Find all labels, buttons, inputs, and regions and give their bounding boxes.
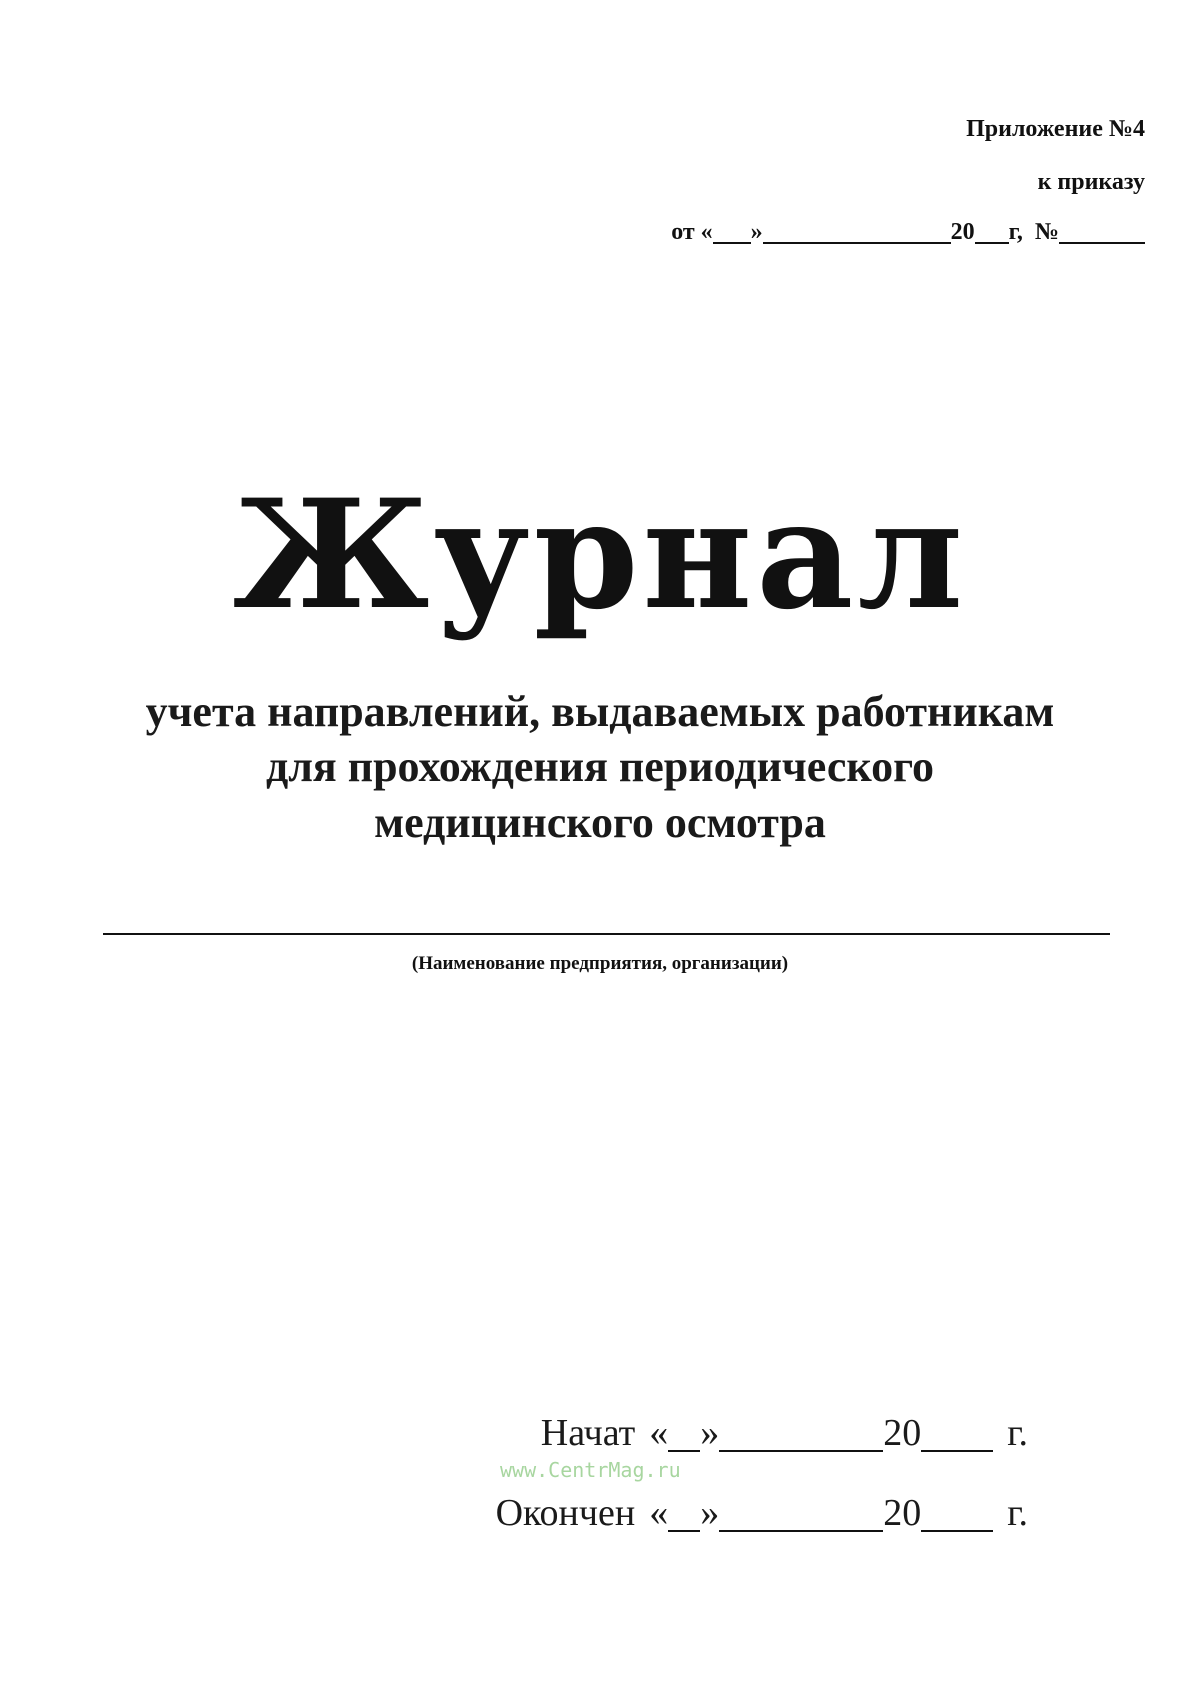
order-year-prefix: 20 [950, 219, 975, 245]
started-open-quote: « [649, 1412, 669, 1454]
order-close-quote: » [750, 219, 763, 245]
started-day-blank [668, 1420, 700, 1452]
started-close-quote: » [700, 1412, 720, 1454]
ended-label: Окончен [495, 1492, 636, 1534]
order-year-suffix: г, [1008, 219, 1023, 245]
watermark-text: www.CentrMag.ru [500, 1458, 681, 1482]
order-number-label: № [1034, 219, 1059, 245]
subtitle-line-3: медицинского осмотра [374, 798, 826, 847]
ended-year-blank [921, 1500, 993, 1532]
order-number-blank [1059, 220, 1145, 244]
organization-caption: (Наименование предприятия, организации) [411, 953, 789, 974]
order-year-blank [975, 220, 1009, 244]
started-label: Начат [540, 1412, 636, 1454]
ended-year-prefix: 20 [883, 1492, 922, 1534]
order-month-blank [763, 220, 951, 244]
order-from-label: от « [671, 219, 713, 245]
started-date-row [541, 1414, 1028, 1452]
started-year-suffix: г. [1007, 1412, 1028, 1454]
started-month-blank [719, 1420, 883, 1452]
ended-date-row [496, 1494, 1028, 1532]
ended-year-suffix: г. [1007, 1492, 1028, 1534]
order-day-blank [713, 220, 751, 244]
journal-title: Журнал [232, 467, 968, 643]
subtitle-line-1: учета направлений, выдаваемых работникам [145, 687, 1055, 736]
started-year-prefix: 20 [883, 1412, 922, 1454]
ended-close-quote: » [700, 1492, 720, 1534]
organization-name-line [103, 933, 1110, 935]
appendix-title: Приложение №4 [966, 116, 1145, 142]
appendix-order-label: к приказу [1037, 169, 1145, 195]
subtitle-line-2: для прохождения периодического [265, 742, 934, 791]
ended-month-blank [719, 1500, 883, 1532]
ended-day-blank [668, 1500, 700, 1532]
order-date-line [671, 220, 1145, 244]
ended-open-quote: « [649, 1492, 669, 1534]
started-year-blank [921, 1420, 993, 1452]
